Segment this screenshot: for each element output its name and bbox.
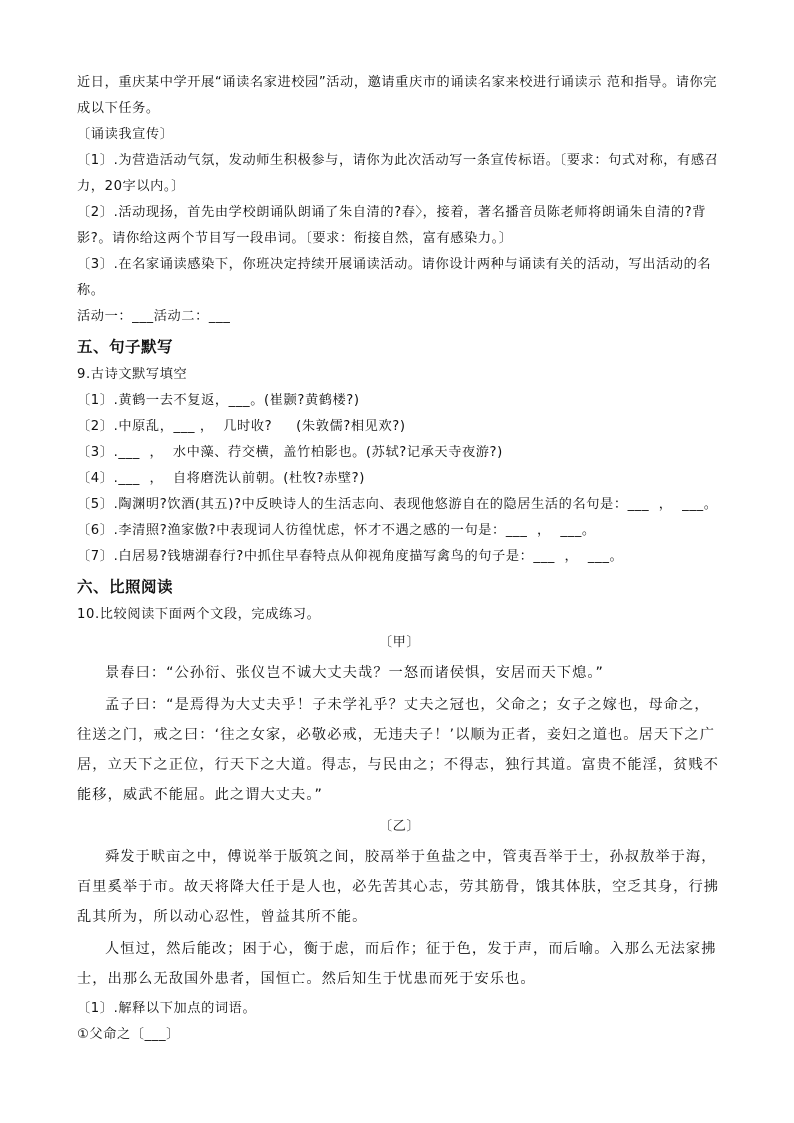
passage-jia-paragraph-2: 孟子曰：“是焉得为大丈夫乎！子未学礼乎？丈夫之冠也，父命之；女子之嫁也，母命之，往送之门，戒之曰：‘往之女家，必敬必戒，无违夫子！’以顺为正者，妾妇之道也。居天下之广居，立天下之正位，行天下之大道。得志，与民由之；不得志，独行其道。富贵不能淫，贫贱不能移，威武不能屈。此之谓大丈夫。” bbox=[77, 697, 720, 803]
document-page bbox=[77, 70, 722, 1048]
sub-question-1-item-a: ①父命之〔___〕 bbox=[77, 1027, 180, 1042]
passage-jia-label: 〔甲〕 bbox=[378, 635, 421, 650]
passage-yi-paragraph-1: 舜发于畎亩之中，傅说举于版筑之间，胶鬲举于鱼盐之中，管夷吾举于士，孙叔敖举于海，百里奚举于市。故天将降大任于是人也，必先苦其心志，劳其筋骨，饿其体肤，空乏其身，行拂乱其所为，所以动心忍性，曾益其所不能。 bbox=[77, 849, 720, 925]
sub-question-1: 〔1〕.解释以下加点的词语。 bbox=[77, 1001, 257, 1016]
fill-blank-item-6: 〔6〕.李清照?渔家傲?中表现词人彷徨忧虑，怀才不遇之感的一句是：___ ， ___。 bbox=[77, 523, 596, 538]
passage-yi-label: 〔乙〕 bbox=[378, 819, 421, 834]
fill-blank-item-1: 〔1〕.黄鹤一去不复返，___。(崔颢?黄鹤楼?) bbox=[77, 393, 360, 408]
passage-yi-paragraph-2: 人恒过，然后能改；困于心，衡于虑，而后作；征于色，发于声，而后喻。入那么无法家拂士，出那么无敌国外患者，国恒亡。然后知生于忧患而死于安乐也。 bbox=[77, 941, 717, 987]
fill-blank-item-7: 〔7〕.白居易?钱塘湖春行?中抓住早春特点从仰视角度描写禽鸟的句子是：___ ， ___。 bbox=[77, 549, 624, 564]
question-2: 〔2〕.活动现扬，首先由学校朗诵队朗诵了朱自清的?春〉，接着，著名播音员陈老师将朗诵朱自清的?背影?。请你给这两个节目写一段串词。〔要求：衔接自然，富有感染力。〕 bbox=[77, 205, 707, 246]
question-1: 〔1〕.为营造活动气氛，发动师生积极参与，请你为此次活动写一条宣传标语。〔要求：句式对称，有感召力，20字以内。〕 bbox=[77, 153, 719, 194]
question-10-title: 10.比较阅读下面两个文段，完成练习。 bbox=[77, 607, 321, 622]
question-9-title: 9.古诗文默写填空 bbox=[77, 367, 188, 382]
intro-paragraph: 近日，重庆某中学开展“诵读名家进校园”活动，邀请重庆市的诵读名家来校进行诵读示 范和指导。请你完成以下任务。 bbox=[77, 75, 718, 116]
intro-subtitle: 〔诵读我宣传〕 bbox=[77, 127, 174, 142]
section-5-heading: 五、句子默写 bbox=[77, 338, 174, 356]
fill-blank-item-3: 〔3〕.___ ， 水中藻、荇交横，盖竹柏影也。(苏轼?记承天寺夜游?) bbox=[77, 445, 503, 460]
fill-blank-item-4: 〔4〕.___ ， 自将磨洗认前朝。(杜牧?赤壁?) bbox=[77, 471, 366, 486]
fill-blank-item-5: 〔5〕.陶渊明?饮酒(其五)?中反映诗人的生活志向、表现他悠游自在的隐居生活的名句是：___ ， ___。 bbox=[77, 497, 718, 512]
section-6-heading: 六、比照阅读 bbox=[77, 578, 174, 596]
fill-blank-item-2: 〔2〕.中原乱，___ ， 几时收? (朱敦儒?相见欢?) bbox=[77, 419, 406, 434]
question-3: 〔3〕.在名家诵读感染下，你班决定持续开展诵读活动。请你设计两种与诵读有关的活动，写出活动的名称。 bbox=[77, 257, 712, 298]
activities-answer-line: 活动一：___活动二：___ bbox=[77, 309, 231, 324]
passage-jia-paragraph-1: 景春曰：“公孙衍、张仪岂不诚大丈夫哉？一怒而诸侯惧，安居而天下熄。” bbox=[105, 665, 605, 681]
